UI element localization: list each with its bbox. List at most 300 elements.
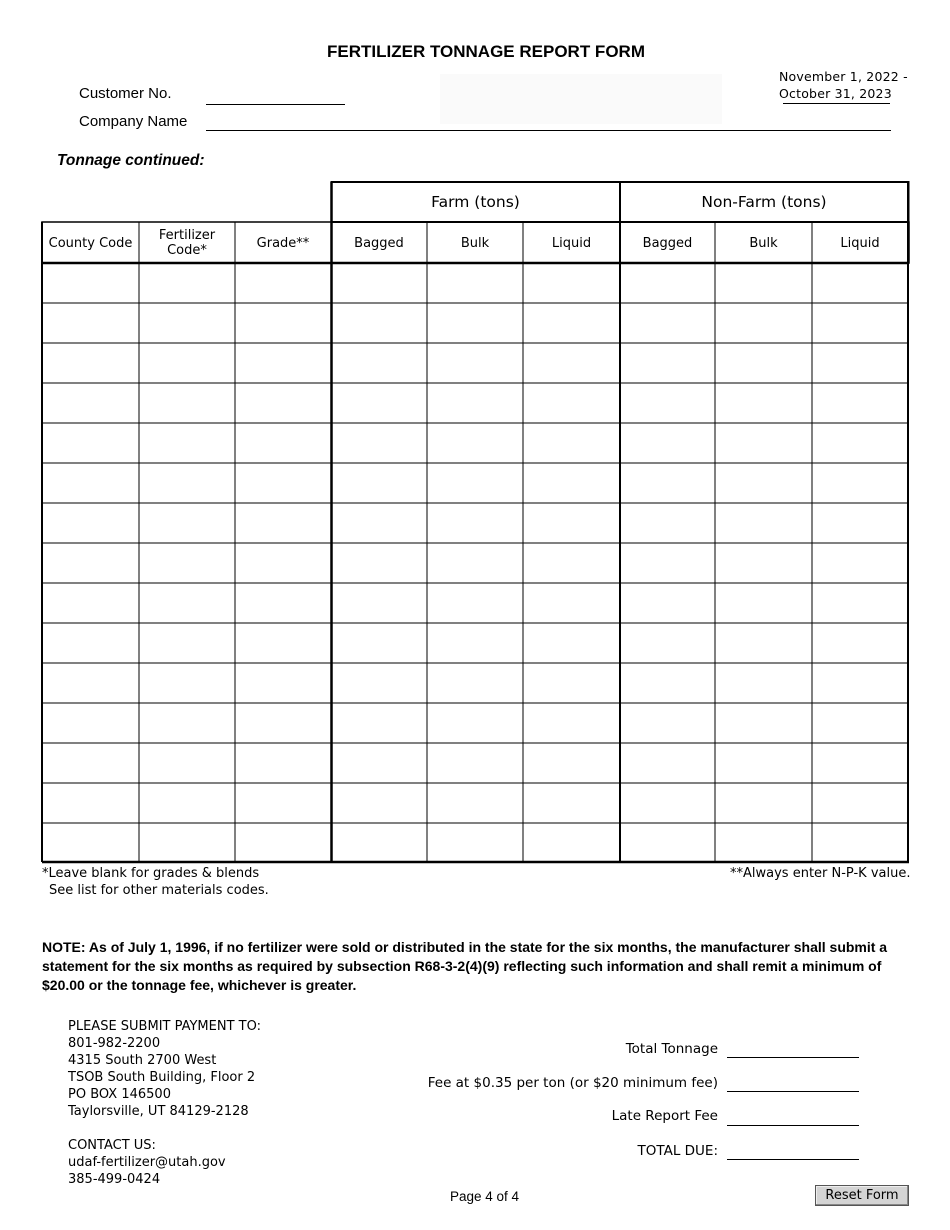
cell-county-code-row-12	[44, 705, 137, 741]
cell-farm-liquid-row-15	[525, 825, 618, 861]
cell-county-code-row-10	[44, 625, 137, 661]
cell-farm-bulk-row-2	[429, 305, 521, 341]
cell-farm-bagged-row-6	[333, 465, 425, 501]
footnote-materials-codes: See list for other materials codes.	[49, 883, 269, 898]
nonfarm-bagged-input[interactable]	[622, 385, 713, 421]
col-header-nonfarm-liquid: Liquid	[840, 235, 880, 251]
cell-fertilizer-code-row-4	[141, 385, 233, 421]
cell-farm-bagged-row-13	[333, 745, 425, 781]
cell-nonfarm-bagged-row-9	[622, 585, 713, 621]
cell-fertilizer-code-row-11	[141, 665, 233, 701]
farm-bulk-input[interactable]	[429, 745, 521, 781]
cell-nonfarm-bulk-row-9	[717, 585, 810, 621]
nonfarm-bulk-input[interactable]	[717, 265, 810, 301]
cell-farm-liquid-row-4	[525, 385, 618, 421]
cell-county-code-row-7	[44, 505, 137, 541]
nonfarm-bagged-input[interactable]	[622, 345, 713, 381]
nonfarm-bagged-input[interactable]	[622, 265, 713, 301]
county-code-input[interactable]	[44, 345, 137, 381]
farm-bagged-input[interactable]	[333, 705, 425, 741]
cell-farm-liquid-row-10	[525, 625, 618, 661]
cell-farm-bagged-row-14	[333, 785, 425, 821]
farm-bulk-input[interactable]	[429, 705, 521, 741]
fee-amount-field[interactable]	[727, 1091, 859, 1092]
county-code-input[interactable]	[44, 825, 137, 861]
farm-liquid-input[interactable]	[525, 505, 618, 541]
cell-nonfarm-bulk-row-14	[717, 785, 810, 821]
cell-nonfarm-bagged-row-13	[622, 745, 713, 781]
nonfarm-liquid-input[interactable]	[814, 625, 906, 661]
fertilizer-code-input[interactable]	[141, 305, 233, 341]
cell-nonfarm-liquid-row-8	[814, 545, 906, 581]
nonfarm-bulk-input[interactable]	[717, 625, 810, 661]
nonfarm-bulk-input[interactable]	[717, 305, 810, 341]
col-header-nonfarm-bulk: Bulk	[749, 235, 778, 251]
cell-farm-liquid-row-14	[525, 785, 618, 821]
fertilizer-code-input[interactable]	[141, 745, 233, 781]
farm-bagged-input[interactable]	[333, 305, 425, 341]
cell-grade-row-14	[237, 785, 329, 821]
cell-nonfarm-liquid-row-6	[814, 465, 906, 501]
farm-bulk-input[interactable]	[429, 585, 521, 621]
farm-bagged-input[interactable]	[333, 545, 425, 581]
cell-grade-row-2	[237, 305, 329, 341]
farm-bulk-input[interactable]	[429, 665, 521, 701]
grade-input[interactable]	[237, 545, 329, 581]
county-code-input[interactable]	[44, 545, 137, 581]
farm-bagged-input[interactable]	[333, 785, 425, 821]
cell-farm-bulk-row-15	[429, 825, 521, 861]
reset-form-button[interactable]: Reset Form	[815, 1185, 909, 1206]
page-indicator: Page 4 of 4	[450, 1189, 520, 1204]
cell-grade-row-12	[237, 705, 329, 741]
cell-fertilizer-code-row-10	[141, 625, 233, 661]
cell-nonfarm-bulk-row-12	[717, 705, 810, 741]
farm-bulk-input[interactable]	[429, 265, 521, 301]
nonfarm-bagged-input[interactable]	[622, 745, 713, 781]
cell-nonfarm-bulk-row-10	[717, 625, 810, 661]
farm-liquid-input[interactable]	[525, 385, 618, 421]
cell-farm-liquid-row-1	[525, 265, 618, 301]
county-code-input[interactable]	[44, 265, 137, 301]
nonfarm-liquid-input[interactable]	[814, 465, 906, 501]
fertilizer-code-input[interactable]	[141, 825, 233, 861]
cell-nonfarm-bulk-row-8	[717, 545, 810, 581]
company-name-label: Company Name	[79, 113, 188, 130]
cell-fertilizer-code-row-12	[141, 705, 233, 741]
nonfarm-liquid-input[interactable]	[814, 745, 906, 781]
fertilizer-code-input[interactable]	[141, 345, 233, 381]
cell-nonfarm-liquid-row-5	[814, 425, 906, 461]
nonfarm-bulk-input[interactable]	[717, 585, 810, 621]
nonfarm-liquid-input[interactable]	[814, 505, 906, 541]
farm-bulk-input[interactable]	[429, 385, 521, 421]
nonfarm-bulk-input[interactable]	[717, 665, 810, 701]
cell-fertilizer-code-row-8	[141, 545, 233, 581]
cell-fertilizer-code-row-5	[141, 425, 233, 461]
grade-input[interactable]	[237, 305, 329, 341]
nonfarm-liquid-input[interactable]	[814, 425, 906, 461]
county-code-input[interactable]	[44, 665, 137, 701]
cell-farm-bulk-row-12	[429, 705, 521, 741]
col-header-fertilizer-code	[139, 223, 235, 263]
payment-street: 4315 South 2700 West	[68, 1053, 217, 1068]
cell-nonfarm-bulk-row-13	[717, 745, 810, 781]
county-code-input[interactable]	[44, 305, 137, 341]
cell-grade-row-1	[237, 265, 329, 301]
cell-nonfarm-bulk-row-11	[717, 665, 810, 701]
farm-bagged-input[interactable]	[333, 665, 425, 701]
nonfarm-bagged-input[interactable]	[622, 665, 713, 701]
payment-address	[68, 1018, 261, 1188]
fertilizer-code-input[interactable]	[141, 265, 233, 301]
cell-county-code-row-9	[44, 585, 137, 621]
cell-farm-bagged-row-5	[333, 425, 425, 461]
cell-nonfarm-liquid-row-3	[814, 345, 906, 381]
cell-grade-row-15	[237, 825, 329, 861]
contact-email: udaf-fertilizer@utah.gov	[68, 1155, 226, 1170]
col-header-county-code: County Code	[48, 235, 133, 251]
cell-nonfarm-bagged-row-10	[622, 625, 713, 661]
col-header-farm-liquid: Liquid	[551, 235, 592, 251]
cell-fertilizer-code-row-6	[141, 465, 233, 501]
note-paragraph: NOTE: As of July 1, 1996, if no fertilizer were sold or distributed in the state for the six months, the manufacturer shall submit a statement for the six months as required by subsection R68-3-2(4)(9) reflecting such information and shall remit a minimum of $20.00 or the tonnage fee, whichever is greater.	[42, 939, 888, 993]
nonfarm-bagged-input[interactable]	[622, 585, 713, 621]
farm-liquid-input[interactable]	[525, 745, 618, 781]
total-tonnage-label: Total Tonnage	[625, 1041, 718, 1057]
farm-bulk-input[interactable]	[429, 425, 521, 461]
farm-liquid-input[interactable]	[525, 785, 618, 821]
cell-county-code-row-4	[44, 385, 137, 421]
grade-input[interactable]	[237, 665, 329, 701]
farm-bagged-input[interactable]	[333, 745, 425, 781]
nonfarm-liquid-input[interactable]	[814, 825, 906, 861]
farm-liquid-input[interactable]	[525, 825, 618, 861]
nonfarm-bulk-input[interactable]	[717, 545, 810, 581]
cell-grade-row-5	[237, 425, 329, 461]
grade-input[interactable]	[237, 385, 329, 421]
payment-po-box: PO BOX 146500	[68, 1087, 171, 1102]
cell-nonfarm-liquid-row-15	[814, 825, 906, 861]
cell-county-code-row-15	[44, 825, 137, 861]
cell-farm-bulk-row-3	[429, 345, 521, 381]
cell-nonfarm-bulk-row-15	[717, 825, 810, 861]
grade-input[interactable]	[237, 625, 329, 661]
cell-nonfarm-bagged-row-2	[622, 305, 713, 341]
nonfarm-bulk-input[interactable]	[717, 385, 810, 421]
cell-nonfarm-liquid-row-12	[814, 705, 906, 741]
cell-county-code-row-11	[44, 665, 137, 701]
nonfarm-bagged-input[interactable]	[622, 545, 713, 581]
cell-nonfarm-bulk-row-2	[717, 305, 810, 341]
county-code-input[interactable]	[44, 785, 137, 821]
farm-bagged-input[interactable]	[333, 465, 425, 501]
nonfarm-bagged-input[interactable]	[622, 705, 713, 741]
farm-bagged-input[interactable]	[333, 585, 425, 621]
nonfarm-bagged-input[interactable]	[622, 825, 713, 861]
cell-nonfarm-liquid-row-4	[814, 385, 906, 421]
col-header-farm-bagged: Bagged	[354, 235, 404, 251]
cell-farm-bagged-row-11	[333, 665, 425, 701]
cell-nonfarm-liquid-row-13	[814, 745, 906, 781]
farm-bulk-input[interactable]	[429, 465, 521, 501]
cell-nonfarm-liquid-row-1	[814, 265, 906, 301]
cell-nonfarm-bulk-row-6	[717, 465, 810, 501]
nonfarm-bagged-input[interactable]	[622, 785, 713, 821]
cell-fertilizer-code-row-2	[141, 305, 233, 341]
farm-bulk-input[interactable]	[429, 825, 521, 861]
nonfarm-bulk-input[interactable]	[717, 425, 810, 461]
payment-city: Taylorsville, UT 84129-2128	[68, 1104, 249, 1119]
fertilizer-code-line1: Fertilizer	[158, 228, 216, 243]
farm-liquid-input[interactable]	[525, 425, 618, 461]
nonfarm-bulk-input[interactable]	[717, 745, 810, 781]
grade-input[interactable]	[237, 265, 329, 301]
cell-nonfarm-bagged-row-12	[622, 705, 713, 741]
cell-nonfarm-bagged-row-14	[622, 785, 713, 821]
farm-bagged-input[interactable]	[333, 425, 425, 461]
cell-nonfarm-bagged-row-8	[622, 545, 713, 581]
cell-farm-liquid-row-13	[525, 745, 618, 781]
cell-farm-liquid-row-5	[525, 425, 618, 461]
fertilizer-code-input[interactable]	[141, 785, 233, 821]
nonfarm-bulk-input[interactable]	[717, 345, 810, 381]
report-period-end: October 31, 2023	[779, 86, 892, 101]
payment-building: TSOB South Building, Floor 2	[68, 1070, 256, 1085]
cell-nonfarm-liquid-row-9	[814, 585, 906, 621]
cell-farm-liquid-row-8	[525, 545, 618, 581]
cell-county-code-row-3	[44, 345, 137, 381]
grade-input[interactable]	[237, 745, 329, 781]
cell-farm-liquid-row-2	[525, 305, 618, 341]
late-fee-field[interactable]	[727, 1125, 859, 1126]
farm-liquid-input[interactable]	[525, 465, 618, 501]
cell-farm-bulk-row-6	[429, 465, 521, 501]
nonfarm-liquid-input[interactable]	[814, 385, 906, 421]
cell-grade-row-6	[237, 465, 329, 501]
cell-county-code-row-6	[44, 465, 137, 501]
nonfarm-bulk-input[interactable]	[717, 465, 810, 501]
county-code-input[interactable]	[44, 625, 137, 661]
grade-input[interactable]	[237, 825, 329, 861]
farm-bagged-input[interactable]	[333, 385, 425, 421]
cell-grade-row-11	[237, 665, 329, 701]
grade-input[interactable]	[237, 345, 329, 381]
nonfarm-bagged-input[interactable]	[622, 425, 713, 461]
section-title: Tonnage continued:	[57, 152, 205, 169]
contact-heading: CONTACT US:	[68, 1138, 156, 1153]
nonfarm-liquid-input[interactable]	[814, 305, 906, 341]
grade-input[interactable]	[237, 585, 329, 621]
county-code-input[interactable]	[44, 505, 137, 541]
cell-farm-bagged-row-1	[333, 265, 425, 301]
contact-phone: 385-499-0424	[68, 1172, 161, 1187]
cell-farm-bulk-row-8	[429, 545, 521, 581]
county-code-input[interactable]	[44, 745, 137, 781]
group-header-nonfarm: Non-Farm (tons)	[701, 193, 827, 211]
fertilizer-code-line2: Code*	[167, 243, 207, 258]
cell-farm-bagged-row-9	[333, 585, 425, 621]
cell-nonfarm-bagged-row-5	[622, 425, 713, 461]
cell-farm-bagged-row-7	[333, 505, 425, 541]
cell-county-code-row-2	[44, 305, 137, 341]
nonfarm-bagged-input[interactable]	[622, 465, 713, 501]
cell-farm-bagged-row-4	[333, 385, 425, 421]
farm-liquid-input[interactable]	[525, 705, 618, 741]
grade-input[interactable]	[237, 505, 329, 541]
cell-nonfarm-liquid-row-7	[814, 505, 906, 541]
grade-input[interactable]	[237, 425, 329, 461]
farm-liquid-input[interactable]	[525, 345, 618, 381]
county-code-input[interactable]	[44, 385, 137, 421]
cell-fertilizer-code-row-9	[141, 585, 233, 621]
cell-fertilizer-code-row-1	[141, 265, 233, 301]
cell-county-code-row-1	[44, 265, 137, 301]
cell-nonfarm-liquid-row-11	[814, 665, 906, 701]
farm-bulk-input[interactable]	[429, 785, 521, 821]
farm-bulk-input[interactable]	[429, 545, 521, 581]
cell-nonfarm-bagged-row-15	[622, 825, 713, 861]
total-due-field[interactable]	[727, 1159, 859, 1160]
farm-bulk-input[interactable]	[429, 625, 521, 661]
cell-farm-bagged-row-8	[333, 545, 425, 581]
cell-county-code-row-8	[44, 545, 137, 581]
fertilizer-code-input[interactable]	[141, 705, 233, 741]
farm-liquid-input[interactable]	[525, 545, 618, 581]
grade-input[interactable]	[237, 785, 329, 821]
cell-farm-bulk-row-7	[429, 505, 521, 541]
cell-county-code-row-5	[44, 425, 137, 461]
nonfarm-liquid-input[interactable]	[814, 705, 906, 741]
fertilizer-code-input[interactable]	[141, 465, 233, 501]
nonfarm-bulk-input[interactable]	[717, 705, 810, 741]
nonfarm-liquid-input[interactable]	[814, 665, 906, 701]
farm-bulk-input[interactable]	[429, 305, 521, 341]
cell-farm-bulk-row-9	[429, 585, 521, 621]
farm-liquid-input[interactable]	[525, 665, 618, 701]
cell-farm-liquid-row-12	[525, 705, 618, 741]
cell-nonfarm-bagged-row-6	[622, 465, 713, 501]
fertilizer-code-input[interactable]	[141, 585, 233, 621]
cell-fertilizer-code-row-13	[141, 745, 233, 781]
total-tonnage-field[interactable]	[727, 1057, 859, 1058]
cell-farm-liquid-row-7	[525, 505, 618, 541]
farm-liquid-input[interactable]	[525, 585, 618, 621]
cell-fertilizer-code-row-7	[141, 505, 233, 541]
cell-nonfarm-bagged-row-4	[622, 385, 713, 421]
group-header-farm: Farm (tons)	[431, 193, 520, 211]
nonfarm-bagged-input[interactable]	[622, 625, 713, 661]
cell-fertilizer-code-row-14	[141, 785, 233, 821]
county-code-input[interactable]	[44, 465, 137, 501]
cell-grade-row-4	[237, 385, 329, 421]
farm-liquid-input[interactable]	[525, 625, 618, 661]
cell-farm-bagged-row-3	[333, 345, 425, 381]
fertilizer-code-input[interactable]	[141, 425, 233, 461]
col-header-nonfarm-bagged: Bagged	[642, 235, 693, 251]
cell-farm-bagged-row-2	[333, 305, 425, 341]
fertilizer-code-input[interactable]	[141, 505, 233, 541]
cell-grade-row-3	[237, 345, 329, 381]
cell-farm-bagged-row-12	[333, 705, 425, 741]
farm-bagged-input[interactable]	[333, 345, 425, 381]
cell-nonfarm-bulk-row-4	[717, 385, 810, 421]
farm-bulk-input[interactable]	[429, 345, 521, 381]
fee-rate-label: Fee at $0.35 per ton (or $20 minimum fee)	[427, 1075, 718, 1091]
farm-liquid-input[interactable]	[525, 265, 618, 301]
cell-grade-row-9	[237, 585, 329, 621]
col-header-farm-bulk: Bulk	[460, 235, 490, 251]
cell-nonfarm-bagged-row-7	[622, 505, 713, 541]
cell-nonfarm-bulk-row-3	[717, 345, 810, 381]
county-code-input[interactable]	[44, 425, 137, 461]
nonfarm-liquid-input[interactable]	[814, 785, 906, 821]
nonfarm-liquid-input[interactable]	[814, 265, 906, 301]
grade-input[interactable]	[237, 705, 329, 741]
county-code-input[interactable]	[44, 585, 137, 621]
farm-bagged-input[interactable]	[333, 505, 425, 541]
cell-farm-bulk-row-14	[429, 785, 521, 821]
footnote-npk: **Always enter N-P-K value.	[730, 866, 911, 881]
cell-nonfarm-bulk-row-1	[717, 265, 810, 301]
total-due-label: TOTAL DUE:	[637, 1143, 718, 1159]
nonfarm-bulk-input[interactable]	[717, 825, 810, 861]
payment-heading: PLEASE SUBMIT PAYMENT TO:	[68, 1019, 261, 1034]
nonfarm-liquid-input[interactable]	[814, 545, 906, 581]
cell-farm-bagged-row-15	[333, 825, 425, 861]
cell-fertilizer-code-row-3	[141, 345, 233, 381]
form-title: FERTILIZER TONNAGE REPORT FORM	[327, 42, 645, 61]
fertilizer-code-input[interactable]	[141, 665, 233, 701]
fertilizer-code-input[interactable]	[141, 545, 233, 581]
cell-farm-bulk-row-11	[429, 665, 521, 701]
cell-grade-row-7	[237, 505, 329, 541]
cell-farm-bulk-row-1	[429, 265, 521, 301]
col-header-grade: Grade**	[256, 235, 310, 251]
cell-farm-bulk-row-5	[429, 425, 521, 461]
farm-liquid-input[interactable]	[525, 305, 618, 341]
farm-bagged-input[interactable]	[333, 625, 425, 661]
report-period-start: November 1, 2022 -	[779, 69, 908, 84]
cell-nonfarm-bulk-row-5	[717, 425, 810, 461]
cell-grade-row-13	[237, 745, 329, 781]
nonfarm-bulk-input[interactable]	[717, 785, 810, 821]
nonfarm-liquid-input[interactable]	[814, 345, 906, 381]
cell-farm-bulk-row-10	[429, 625, 521, 661]
payment-phone: 801-982-2200	[68, 1036, 161, 1051]
cell-farm-liquid-row-6	[525, 465, 618, 501]
cell-fertilizer-code-row-15	[141, 825, 233, 861]
farm-bulk-input[interactable]	[429, 505, 521, 541]
county-code-input[interactable]	[44, 705, 137, 741]
cell-farm-liquid-row-9	[525, 585, 618, 621]
cell-grade-row-10	[237, 625, 329, 661]
fertilizer-code-input[interactable]	[141, 385, 233, 421]
nonfarm-bagged-input[interactable]	[622, 505, 713, 541]
footnote-blank-grades: *Leave blank for grades & blends	[42, 866, 260, 881]
nonfarm-bulk-input[interactable]	[717, 505, 810, 541]
farm-bagged-input[interactable]	[333, 265, 425, 301]
grade-input[interactable]	[237, 465, 329, 501]
cell-nonfarm-bagged-row-1	[622, 265, 713, 301]
nonfarm-bagged-input[interactable]	[622, 305, 713, 341]
fertilizer-code-input[interactable]	[141, 625, 233, 661]
late-fee-label: Late Report Fee	[611, 1108, 718, 1124]
nonfarm-liquid-input[interactable]	[814, 585, 906, 621]
cell-farm-bagged-row-10	[333, 625, 425, 661]
cell-nonfarm-bagged-row-3	[622, 345, 713, 381]
farm-bagged-input[interactable]	[333, 825, 425, 861]
